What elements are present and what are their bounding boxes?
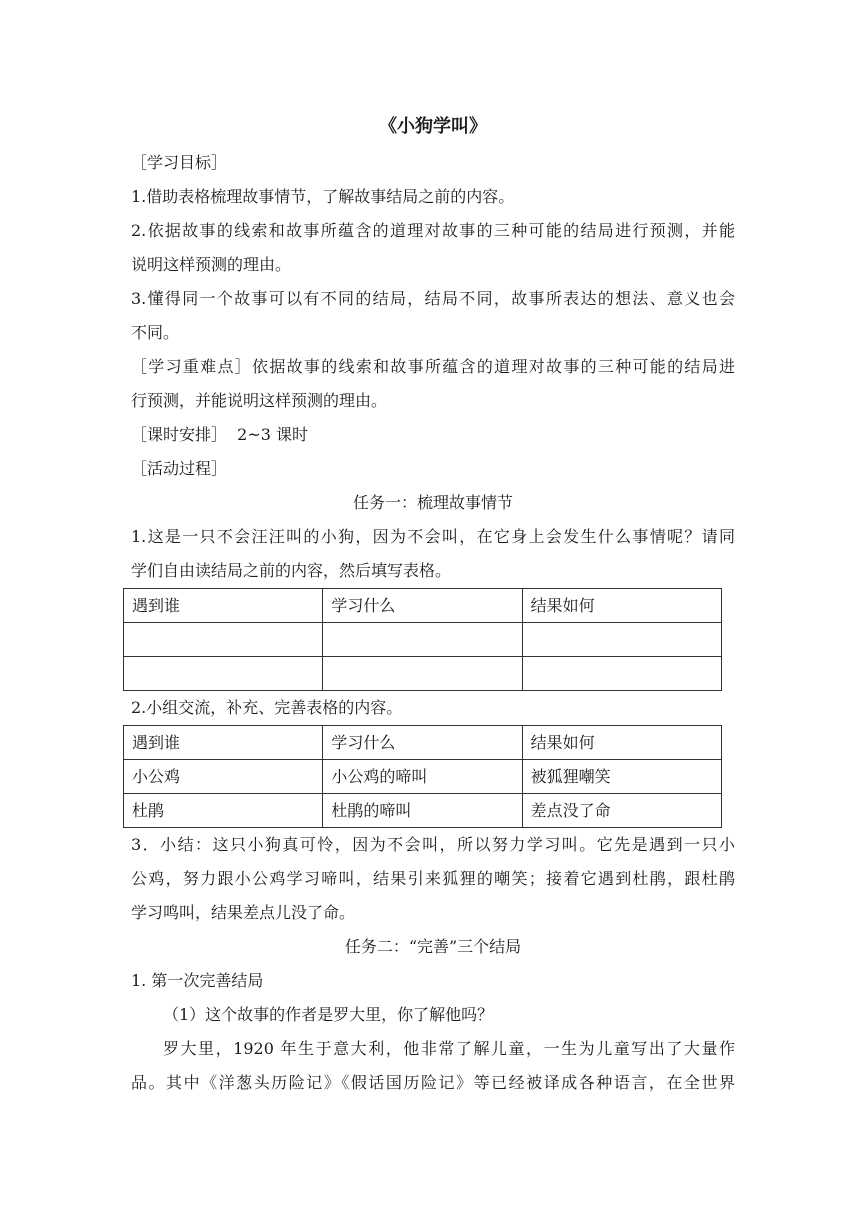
task1-summary-line-2: 公鸡，努力跟小公鸡学习啼叫，结果引来狐狸的嘲笑；接着它遇到杜鹃，跟杜鹃	[131, 869, 735, 888]
table-row	[124, 794, 722, 828]
document-title: 《小狗学叫》	[379, 116, 487, 137]
table-header-cell: 遇到谁	[124, 589, 323, 623]
task2-paragraph-line-2: 品。其中《洋葱头历险记》《假话国历险记》等已经被译成各种语言，在全世界	[131, 1073, 735, 1092]
table-header-cell: 结果如何	[522, 726, 721, 760]
task2-step1: 1. 第一次完善结局	[131, 971, 264, 990]
task1-step1-line-2: 学们自由读结局之前的内容，然后填写表格。	[131, 561, 452, 580]
table-cell	[323, 623, 522, 657]
table-row	[124, 760, 722, 794]
table-cell	[522, 657, 721, 691]
task2-heading: 任务二：“完善”三个结局	[344, 937, 522, 956]
table-cell: 小公鸡的啼叫	[323, 760, 522, 794]
table-header-cell: 结果如何	[522, 589, 721, 623]
objective-item-2-line-2: 说明这样预测的理由。	[131, 255, 292, 274]
task2-paragraph-line-1: 罗大里，1920 年生于意大利，他非常了解儿童，一生为儿童写出了大量作	[163, 1039, 735, 1058]
table-header-cell: 学习什么	[323, 589, 522, 623]
table-row	[124, 623, 722, 657]
objectives-heading: ［学习目标］	[131, 153, 228, 172]
table-cell	[522, 623, 721, 657]
objective-item-3-line-1: 3.懂得同一个故事可以有不同的结局，结局不同，故事所表达的想法、意义也会	[131, 289, 735, 308]
process-heading: ［活动过程］	[131, 459, 228, 478]
schedule: ［课时安排］ 2~3 课时	[131, 425, 309, 444]
task1-heading: 任务一：梳理故事情节	[352, 493, 513, 512]
table-cell	[323, 657, 522, 691]
objective-item-2-line-1: 2.依据故事的线索和故事所蕴含的道理对故事的三种可能的结局进行预测，并能	[131, 221, 735, 240]
table-header-row	[124, 726, 722, 760]
task1-step1-line-1: 1.这是一只不会汪汪叫的小狗，因为不会叫，在它身上会发生什么事情呢？请同	[131, 527, 735, 546]
objective-item-3-line-2: 不同。	[131, 323, 180, 342]
key-points-line-1: ［学习重难点］依据故事的线索和故事所蕴含的道理对故事的三种可能的结局进	[131, 357, 735, 376]
table-cell	[124, 623, 323, 657]
task1-summary-line-1: 3．小结：这只小狗真可怜，因为不会叫，所以努力学习叫。它先是遇到一只小	[131, 835, 735, 854]
table-cell: 小公鸡	[124, 760, 323, 794]
task1-step2: 2.小组交流，补充、完善表格的内容。	[131, 698, 403, 717]
document-content	[131, 112, 735, 1100]
table-header-row	[124, 589, 722, 623]
table-plot-filled	[123, 725, 722, 828]
table-cell: 杜鹃	[124, 794, 323, 828]
table-cell	[124, 657, 323, 691]
task1-summary-line-3: 学习鸣叫，结果差点儿没了命。	[131, 903, 356, 922]
table-cell: 被狐狸嘲笑	[522, 760, 721, 794]
table-cell: 差点没了命	[522, 794, 721, 828]
table-header-cell: 遇到谁	[124, 726, 323, 760]
task2-sub1: （1）这个故事的作者是罗大里，你了解他吗？	[163, 1005, 494, 1024]
objective-item-1: 1.借助表格梳理故事情节，了解故事结局之前的内容。	[131, 187, 515, 206]
table-cell: 杜鹃的啼叫	[323, 794, 522, 828]
table-row	[124, 657, 722, 691]
table-plot-blank	[123, 588, 722, 691]
table-header-cell: 学习什么	[323, 726, 522, 760]
key-points-line-2: 行预测，并能说明这样预测的理由。	[131, 391, 388, 410]
